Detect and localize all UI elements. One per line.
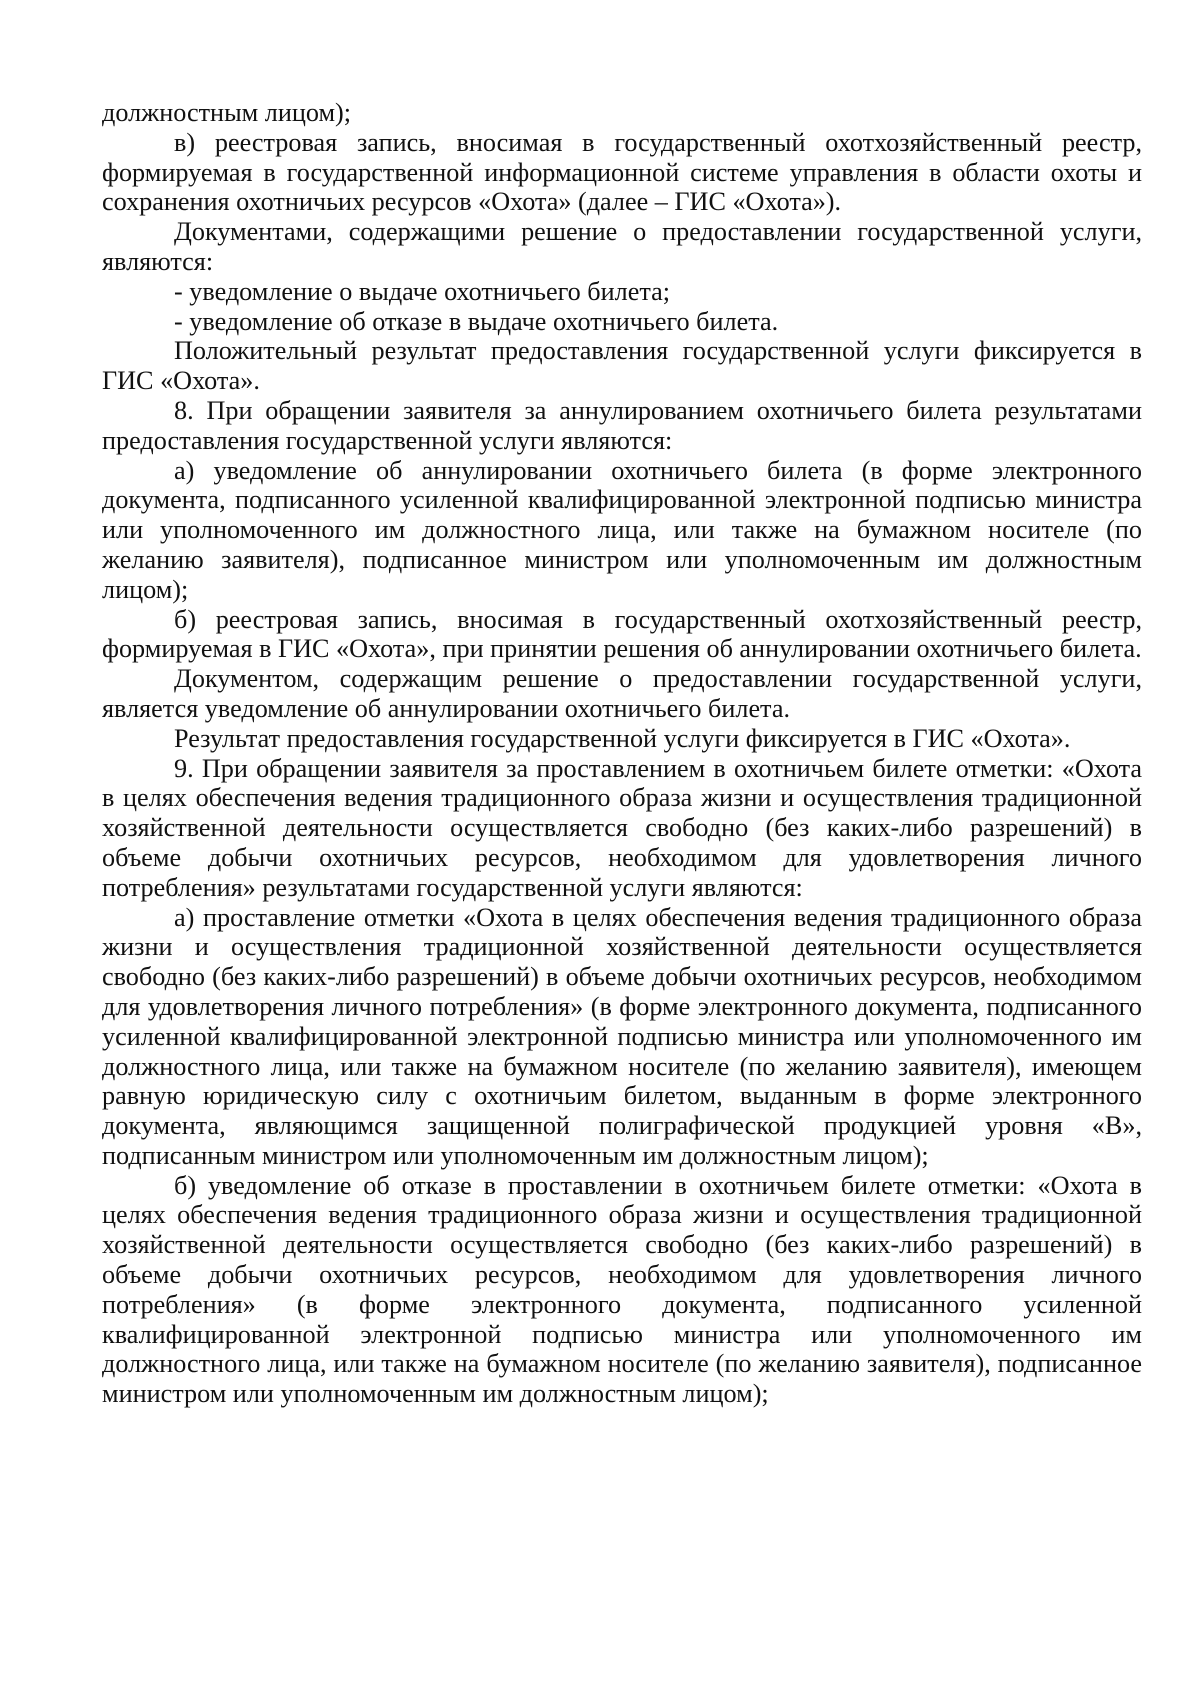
paragraph-continuation: должностным лицом);	[102, 98, 352, 127]
paragraph-section-8-a: а) уведомление об аннулировании охотничьего билета (в форме электронного документа, подписанного усиленной квалифицированной электронной подписью министра или уполномоченного им должностного лица, или также на бумажном носителе (по желанию заявителя), подписанное министром или уполномоченным им должностным лицом);	[102, 455, 1142, 604]
paragraph-item-v: в) реестровая запись, вносимая в государственный охотхозяйственный реестр, формируемая в государственной информационной системе управления в области охоты и сохранения охотничьих ресурсов «Охота» (далее – ГИС «Охота»).	[102, 127, 1142, 217]
paragraph-section-8-document: Документом, содержащим решение о предоставлении государственной услуги, является уведомление об аннулировании охотничьего билета.	[102, 664, 1142, 723]
list-item-issue-notice: - уведомление о выдаче охотничьего билета;	[174, 276, 670, 306]
paragraph-section-8-result: Результат предоставления государственной услуги фиксируется в ГИС «Охота».	[174, 723, 1071, 753]
paragraph-section-8-b: б) реестровая запись, вносимая в государственный охотхозяйственный реестр, формируемая в ГИС «Охота», при принятии решения об аннулировании охотничьего билета.	[102, 604, 1142, 664]
document-page	[102, 98, 1142, 1409]
paragraph-documents: Документами, содержащими решение о предоставлении государственной услуги, являются:	[102, 217, 1142, 276]
paragraph-positive-result: Положительный результат предоставления государственной услуги фиксируется в ГИС «Охота».	[102, 336, 1142, 396]
paragraph-section-9-b: б) уведомление об отказе в проставлении в охотничьем билете отметки: «Охота в целях обеспечения ведения традиционного образа жизни и осуществления традиционной хозяйственной деятельности осуществляется свободно (без каких-либо разрешений) в объеме добычи охотничьих ресурсов, необходимом для удовлетворения личного потребления» (в форме электронного документа, подписанного усиленной квалифицированной электронной подписью министра или уполномоченного им должностного лица, или также на бумажном носителе (по желанию заявителя), подписанное министром или уполномоченным им должностным лицом);	[102, 1170, 1142, 1409]
list-item-refusal-notice: - уведомление об отказе в выдаче охотничьего билета.	[174, 306, 779, 336]
paragraph-section-9: 9. При обращении заявителя за проставлением в охотничьем билете отметки: «Охота в целях обеспечения ведения традиционного образа жизни и осуществления традиционной хозяйственной деятельности осуществляется свободно (без каких-либо разрешений) в объеме добычи охотничьих ресурсов, необходимом для удовлетворения личного потребления» результатами государственной услуги являются:	[102, 753, 1142, 902]
paragraph-section-8: 8. При обращении заявителя за аннулированием охотничьего билета результатами предоставления государственной услуги являются:	[102, 395, 1142, 455]
paragraph-section-9-a: а) проставление отметки «Охота в целях обеспечения ведения традиционного образа жизни и осуществления традиционной хозяйственной деятельности осуществляется свободно (без каких-либо разрешений) в объеме добычи охотничьих ресурсов, необходимом для удовлетворения личного потребления» (в форме электронного документа, подписанного усиленной квалифицированной электронной подписью министра или уполномоченного им должностного лица, или также на бумажном носителе (по желанию заявителя), имеющем равную юридическую силу с охотничьим билетом, выданным в форме электронного документа, являющимся защищенной полиграфической продукцией уровня «В», подписанным министром или уполномоченным им должностным лицом);	[102, 902, 1142, 1170]
